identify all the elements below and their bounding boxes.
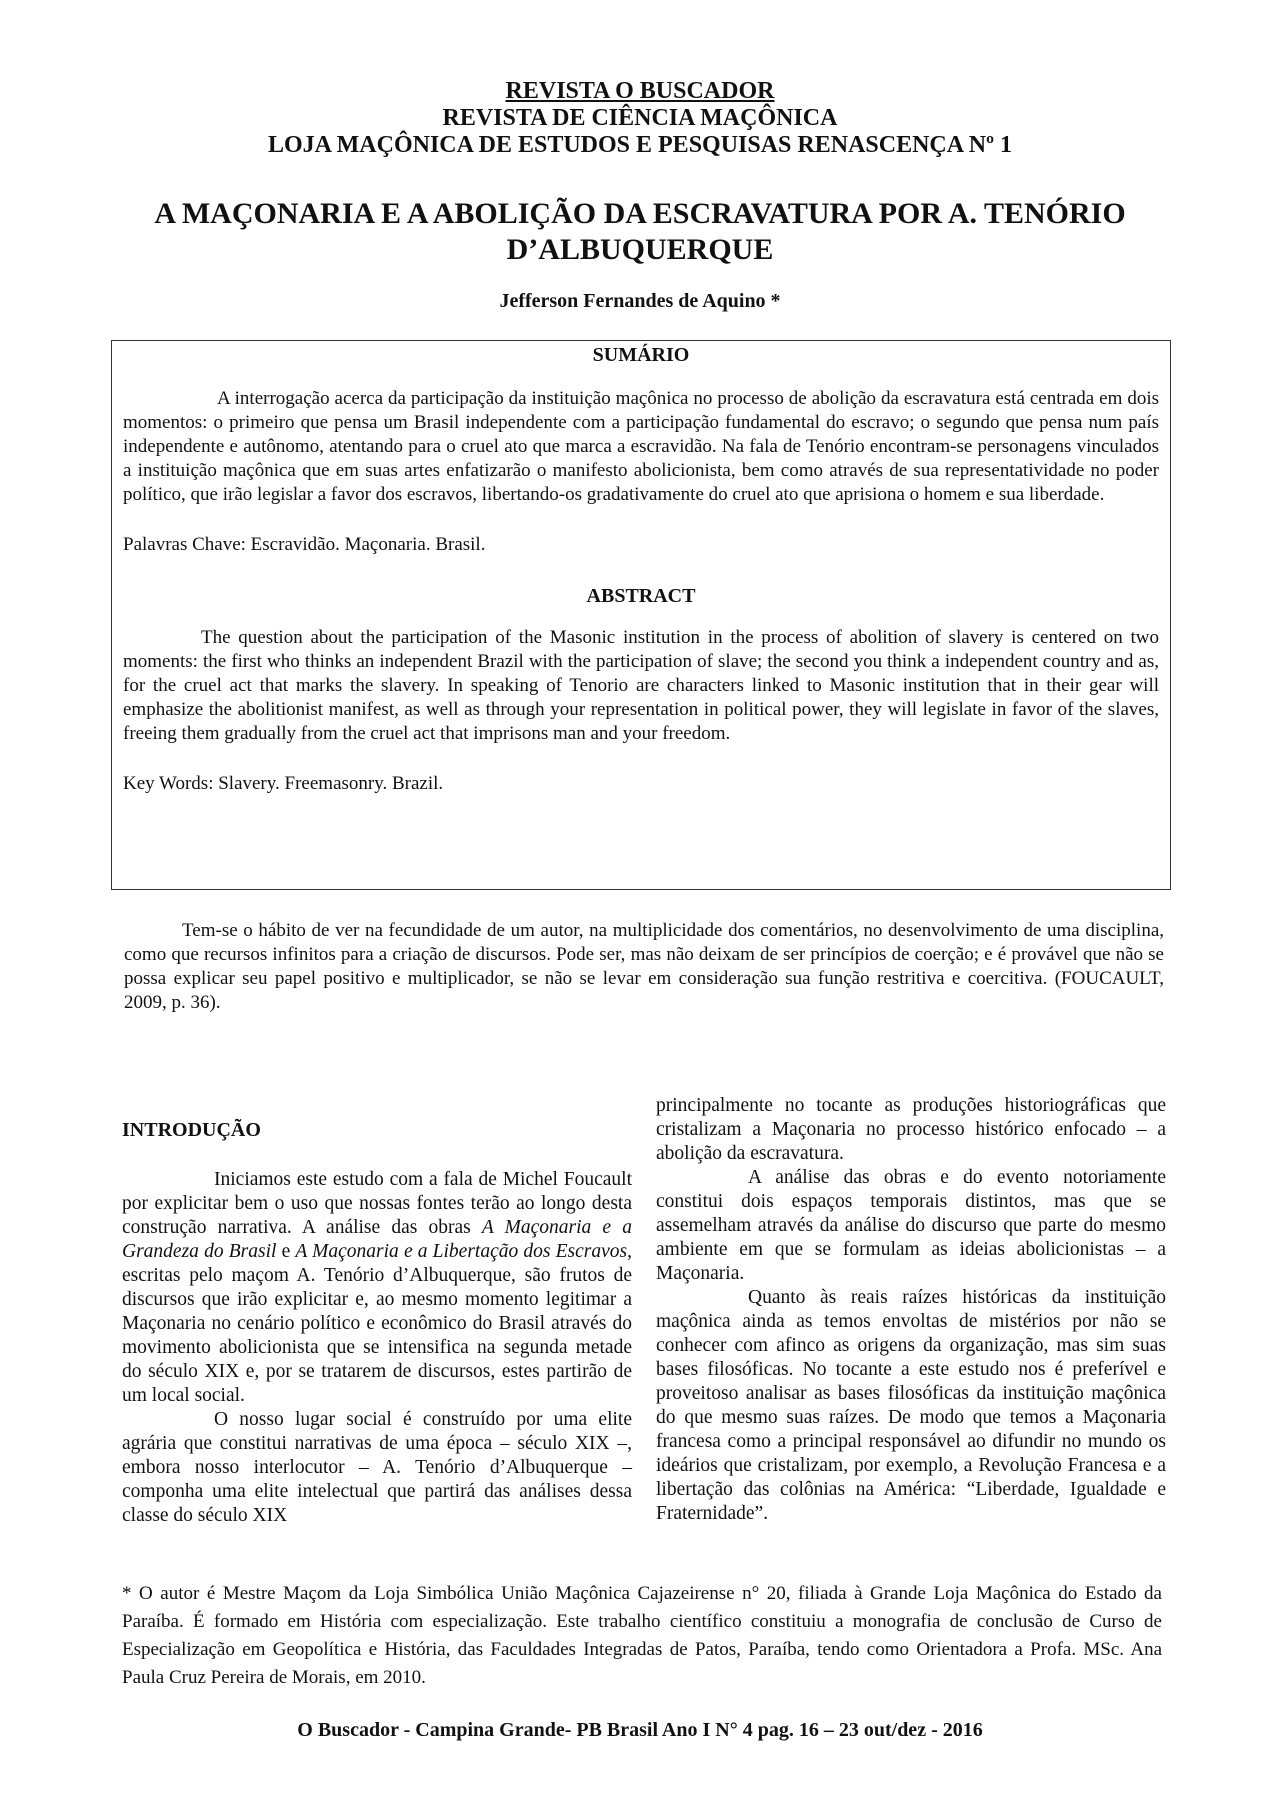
article-title: A MAÇONARIA E A ABOLIÇÃO DA ESCRAVATURA POR A. TENÓRIO D’ALBUQUERQUE bbox=[154, 197, 1126, 266]
intro-paragraph-2: O nosso lugar social é construído por uma elite agrária que constitui narrativas de uma época – século XIX –, embora nosso interlocutor – A. Tenório d’Albuquerque – componha uma elite intelectual que partirá das análises dessa classe do século XIX bbox=[122, 1409, 632, 1526]
intro-heading: INTRODUÇÃO bbox=[122, 1119, 261, 1141]
epigraph-quote: Tem-se o hábito de ver na fecundidade de um autor, na multiplicidade dos comentários, no desenvolvimento de uma disciplina, como que recursos infinitos para a criação de discursos. Pode ser, mas não deixam de ser princípios de coerção; e é provável que não se possa explicar seu papel positivo e multiplicador, se não se levar em consideração sua função restritiva e coercitiva. (FOUCAULT, 2009, p. 36). bbox=[124, 920, 1164, 1013]
summary-keywords: Palavras Chave: Escravidão. Maçonaria. Brasil. bbox=[123, 534, 486, 555]
intro-paragraph-4: Quanto às reais raízes históricas da instituição maçônica ainda as temos envoltas de mistérios por não se conhecer com afinco as origens da organização, mas sim suas bases filosóficas. No tocante a este estudo nos é preferível e proveitoso analisar as bases filosóficas da instituição maçônica do que mesmo suas raízes. De modo que temos a Maçonaria francesa como a principal responsável ao difundir no mundo os ideários que cristalizam, por exemplo, a Revolução Francesa e a libertação das colônias na América: “Liberdade, Igualdade e Fraternidade”. bbox=[656, 1287, 1166, 1524]
page-footer: O Buscador - Campina Grande- PB Brasil Ano I N° 4 pag. 16 – 23 out/dez - 2016 bbox=[297, 1719, 983, 1741]
intro-paragraph-1: Iniciamos este estudo com a fala de Michel Foucault por explicitar bem o uso que nossas fontes terão ao longo desta construção narrativa. A análise das obras A Maçonaria e a Grandeza do Brasil e A Maçonaria e a Libertação dos Escravos, escritas pelo maçom A. Tenório d’Albuquerque, são frutos de discursos que irão explicitar e, ao mesmo momento legitimar a Maçonaria no cenário político e econômico do Brasil através do movimento abolicionista que se intensifica na segunda metade do século XIX e, por se tratarem de discursos, estes partirão de um local social. bbox=[122, 1169, 633, 1406]
abstract-keywords: Key Words: Slavery. Freemasonry. Brazil. bbox=[123, 773, 444, 794]
intro-paragraph-3: A análise das obras e do evento notoriamente constitui dois espaços temporais distintos, mas que se assemelham através da análise do discurso que parte do mesmo ambiente em que se formulam as ideias abolicionistas – a Maçonaria. bbox=[656, 1167, 1166, 1284]
abstract-box bbox=[111, 340, 1171, 890]
lodge-name: LOJA MAÇÔNICA DE ESTUDOS E PESQUISAS RENASCENÇA Nº 1 bbox=[267, 132, 1013, 158]
article-author: Jefferson Fernandes de Aquino * bbox=[499, 290, 781, 312]
work-title-1: A Maçonaria e a Grandeza do Brasil bbox=[122, 1217, 632, 1262]
abstract-heading: ABSTRACT bbox=[586, 585, 696, 607]
right-column bbox=[656, 1094, 1166, 1526]
journal-subtitle: REVISTA DE CIÊNCIA MAÇÔNICA bbox=[442, 105, 838, 131]
journal-header bbox=[0, 78, 1280, 159]
intro-paragraph-continued: principalmente no tocante as produções historiográficas que cristalizam a Maçonaria no processo histórico enfocado – a abolição da escravatura. bbox=[656, 1095, 1166, 1164]
left-column bbox=[122, 1118, 632, 1528]
abstract-text: The question about the participation of the Masonic institution in the process of abolition of slavery is centered on two moments: the first who thinks an independent Brazil with the participation of slave; the second you think a independent country and as, for the cruel act that marks the slavery. In speaking of Tenorio are characters linked to Masonic institution that in their gear will emphasize the abolitionist manifest, as well as through your representation in political power, they will legislate in favor of the slaves, freeing them gradually from the cruel act that imprisons man and your freedom. bbox=[123, 627, 1159, 744]
journal-name: REVISTA O BUSCADOR bbox=[505, 78, 775, 104]
author-footnote: * O autor é Mestre Maçom da Loja Simbólica União Maçônica Cajazeirense n° 20, filiada à Grande Loja Maçônica do Estado da Paraíba. É formado em História com especialização. Este trabalho científico constituiu a monografia de conclusão de Curso de Especialização em Geopolítica e História, das Faculdades Integradas de Patos, Paraíba, tendo como Orientadora a Profa. MSc. Ana Paula Cruz Pereira de Morais, em 2010. bbox=[122, 1583, 1162, 1688]
work-title-2: A Maçonaria e a Libertação dos Escravos bbox=[295, 1241, 628, 1262]
summary-heading: SUMÁRIO bbox=[592, 344, 690, 366]
summary-text: A interrogação acerca da participação da instituição maçônica no processo de abolição da escravatura está centrada em dois momentos: o primeiro que pensa um Brasil independente com a participação fundamental do escravo; o segundo que pensa num país independente e autônomo, atentando para o cruel ato que marca a escravidão. Na fala de Tenório encontram-se personagens vinculados a instituição maçônica que em suas artes enfatizarão o manifesto abolicionista, bem como através de sua representatividade no poder político, que irão legislar a favor dos escravos, libertando-os gradativamente do cruel ato que aprisiona o homem e sua liberdade. bbox=[123, 388, 1159, 505]
